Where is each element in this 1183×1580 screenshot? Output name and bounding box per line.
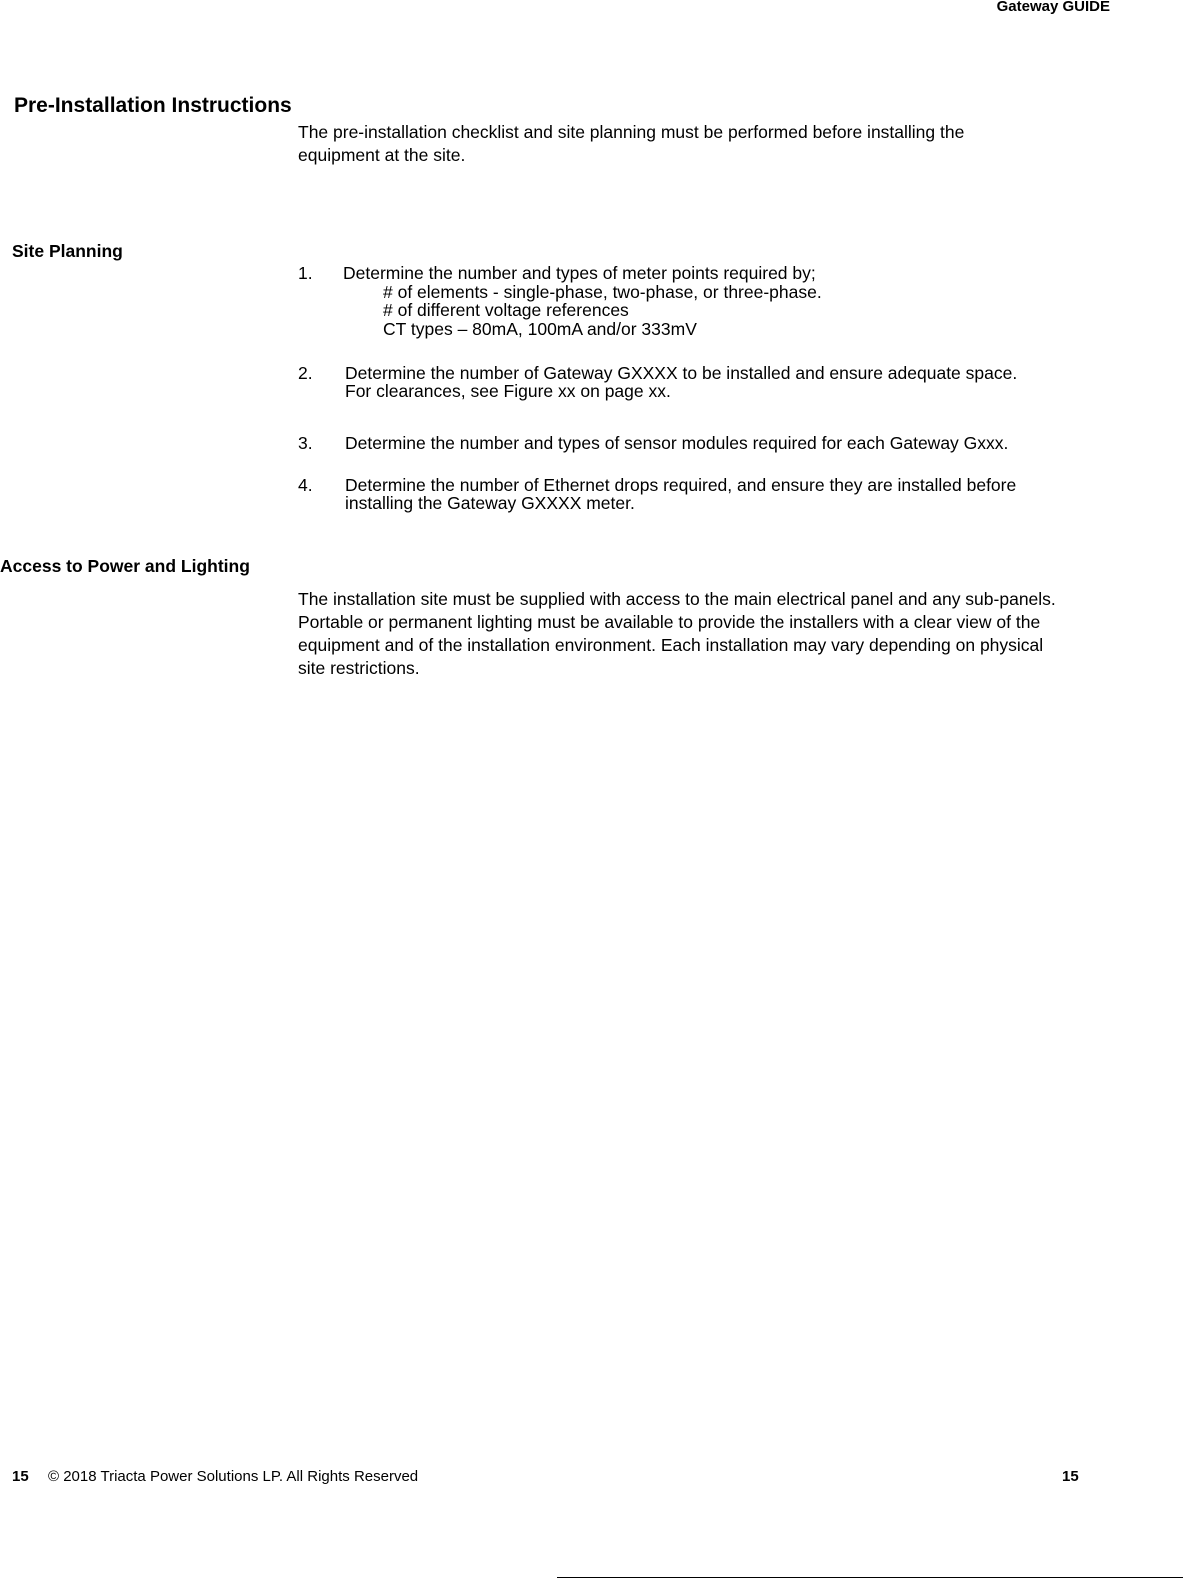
sub-item: # of elements - single-phase, two-phase, or three-phase. [383, 282, 822, 302]
list-text: For clearances, see Figure xx on page xx. [345, 381, 671, 401]
list-text: Determine the number and types of meter points required by; [343, 263, 816, 283]
section-title: Pre-Installation Instructions [14, 94, 292, 117]
site-planning-heading: Site Planning [12, 241, 123, 261]
list-number: 1. [298, 263, 313, 283]
footer-page-number-right: 15 [1062, 1468, 1079, 1485]
list-item [298, 434, 1098, 452]
sub-item: # of different voltage references [383, 300, 629, 320]
list-number: 3. [298, 433, 313, 453]
footer-copyright: © 2018 Triacta Power Solutions LP. All Rights Reserved [48, 1468, 419, 1485]
list-text: Determine the number of Ethernet drops required, and ensure they are installed before [345, 475, 1017, 495]
list-item [298, 264, 1078, 282]
list-number: 2. [298, 363, 313, 383]
list-item [298, 364, 1098, 400]
list-text: Determine the number of Gateway GXXXX to be installed and ensure adequate space. [345, 363, 1018, 383]
access-paragraph: The installation site must be supplied with access to the main electrical panel and any sub-panels. Portable or permanent lighting must be available to provide the installers with a clear view of the equipment and of the installation environment. Each installation may vary depending on physical site restrictions. [298, 589, 1056, 678]
running-header: Gateway GUIDE [996, 0, 1110, 15]
list-text: installing the Gateway GXXXX meter. [345, 493, 635, 513]
list-item [298, 476, 1098, 512]
footer-page-number-left: 15 [12, 1468, 29, 1485]
access-heading: Access to Power and Lighting [0, 556, 250, 576]
sub-item: CT types – 80mA, 100mA and/or 333mV [383, 319, 697, 339]
list-text: Determine the number and types of sensor modules required for each Gateway Gxxx. [345, 433, 1009, 453]
bottom-divider [557, 1577, 1183, 1578]
intro-paragraph: The pre-installation checklist and site planning must be performed before installing the equipment at the site. [298, 122, 965, 165]
list-number: 4. [298, 475, 313, 495]
